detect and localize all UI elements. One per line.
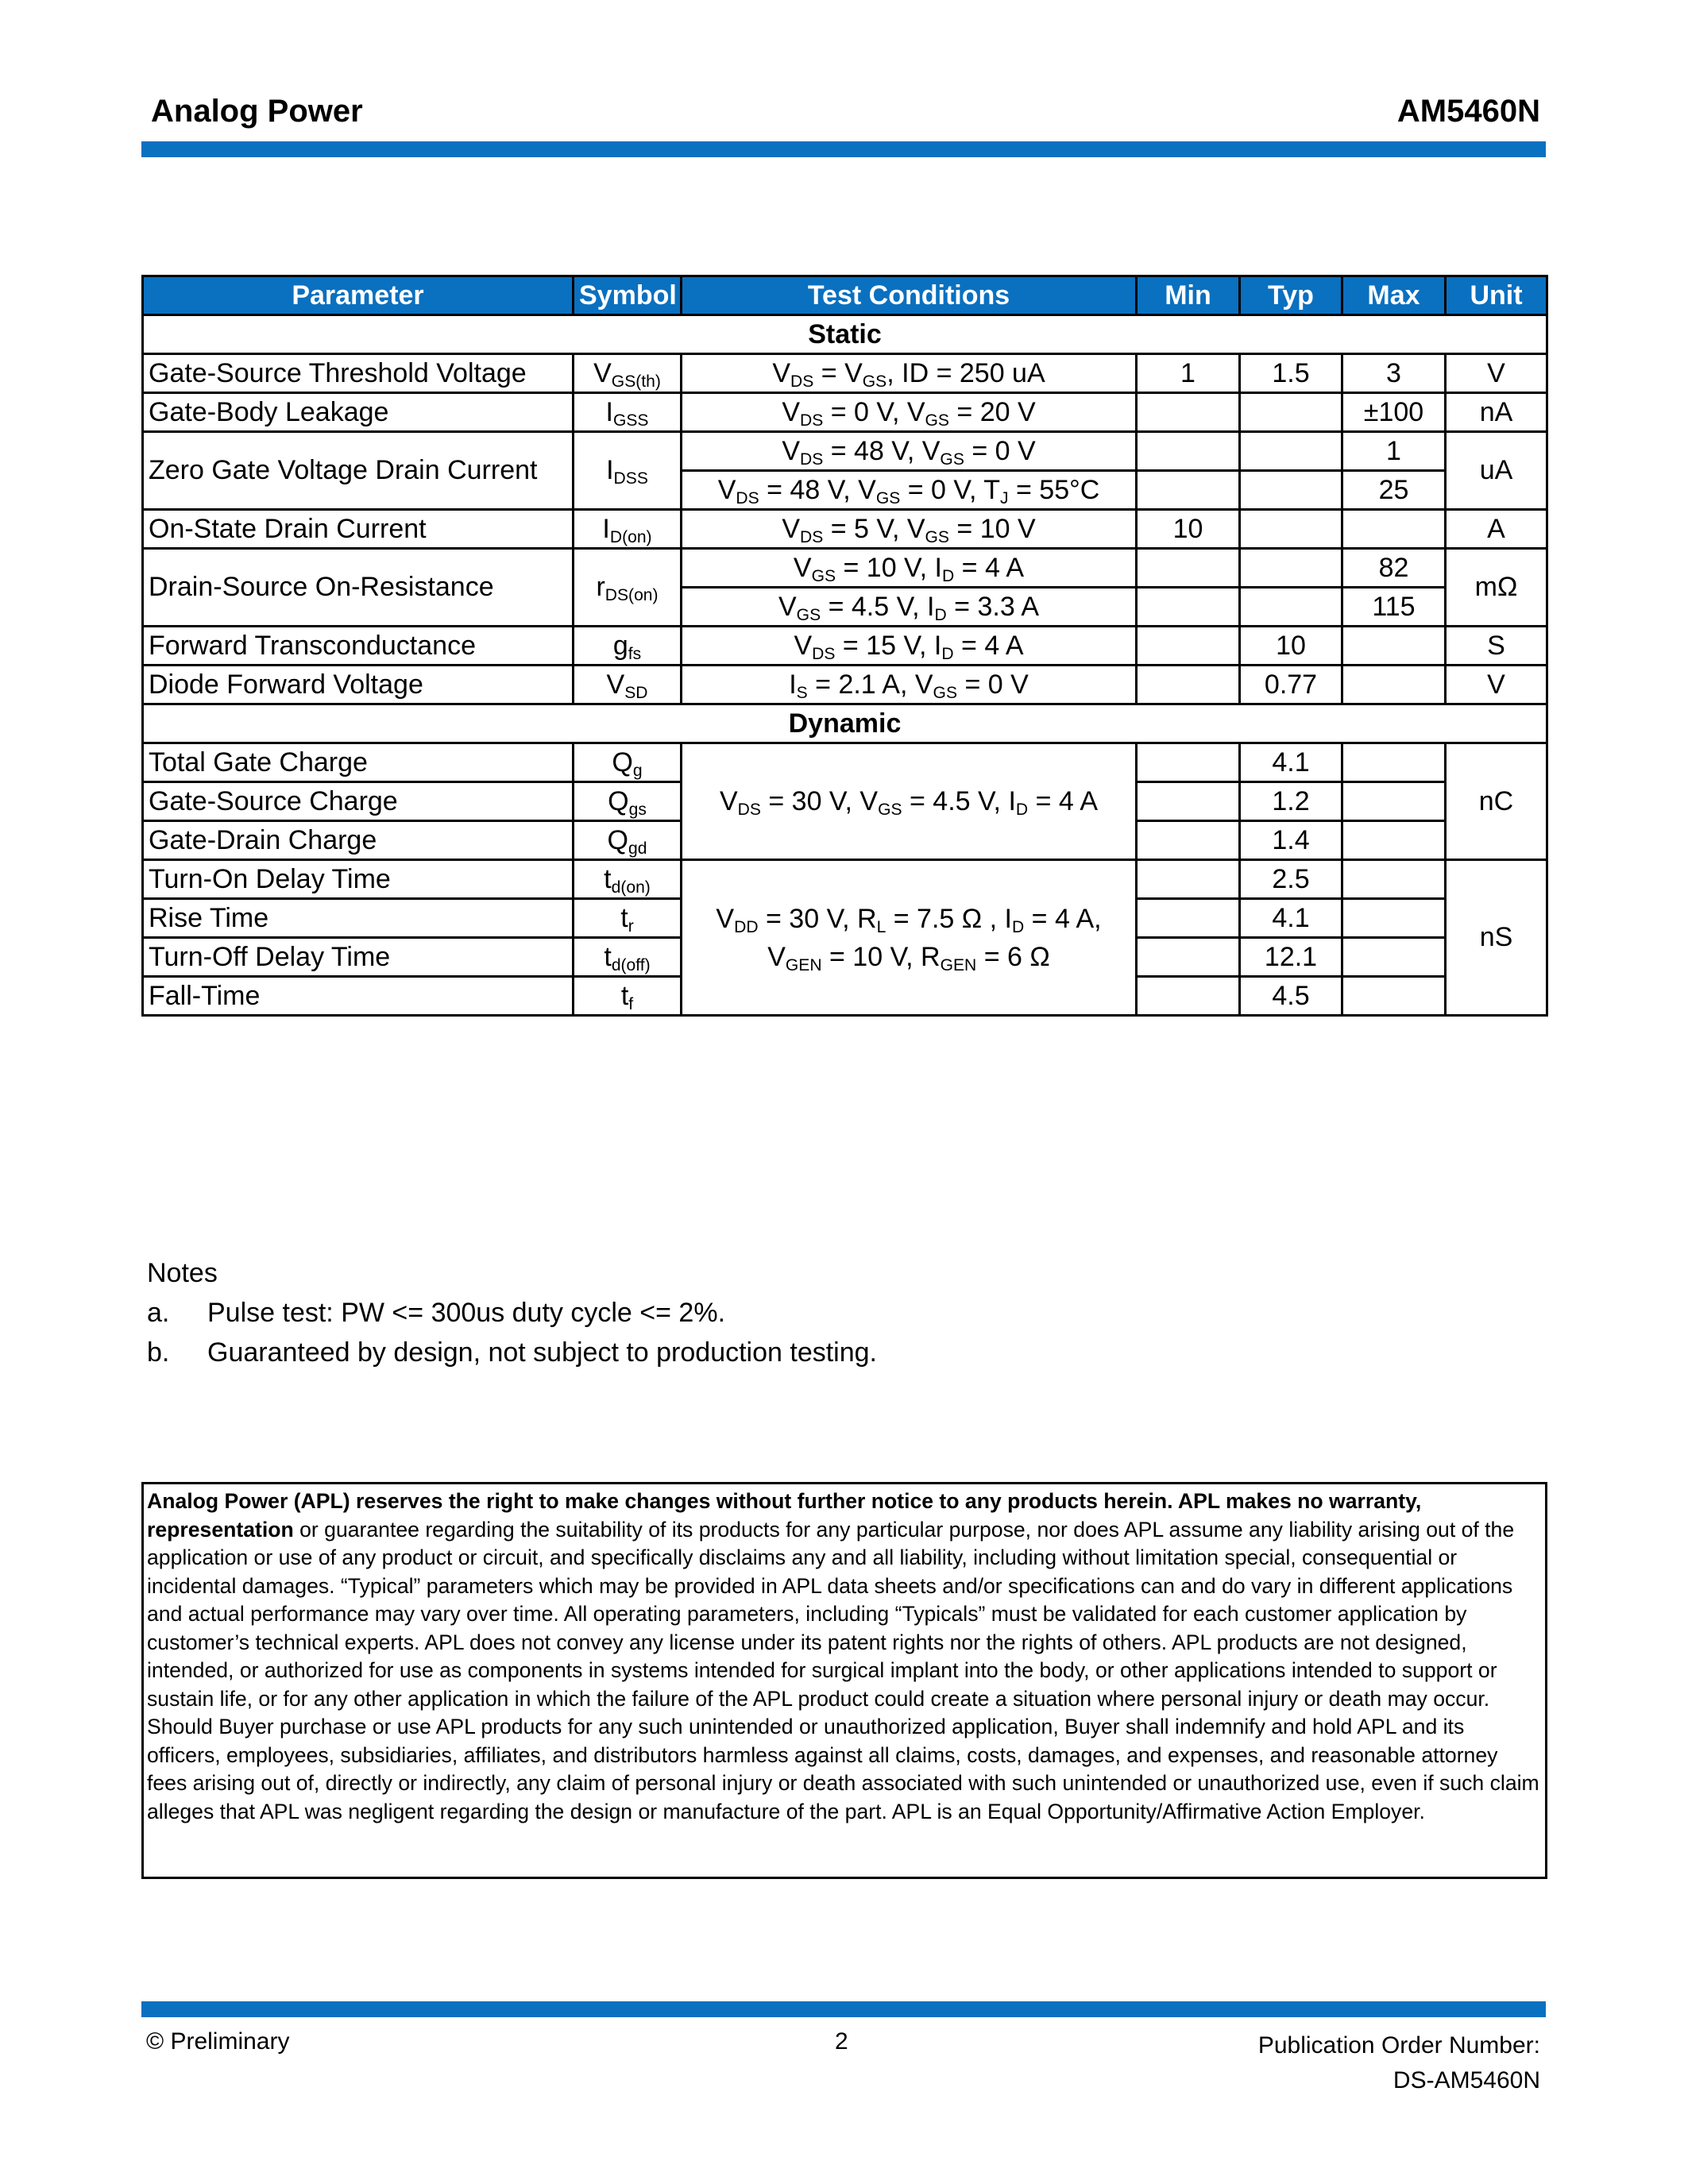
min-value xyxy=(1137,666,1240,704)
footer-copyright: © Preliminary xyxy=(146,2028,290,2055)
section-dynamic-row xyxy=(143,704,1547,743)
test-condition: $V_{GS} = 4.5$ V, $I_D = 3.3$ A xyxy=(682,588,1137,627)
max-value xyxy=(1342,627,1446,666)
page-number: 2 xyxy=(835,2028,848,2055)
test-condition: $V_{GS} = 10$ V, $I_D = 4$ A xyxy=(682,549,1137,588)
table-header-row xyxy=(143,276,1547,315)
test-condition: $V_{DS} = 15$ V, $I_D = 4$ A xyxy=(682,627,1137,666)
section-static: Static xyxy=(143,315,1547,354)
table-row xyxy=(143,393,1547,432)
col-parameter: Parameter xyxy=(143,276,574,315)
test-condition: $V_{DS} = V_{GS}$, ID = 250 uA xyxy=(682,354,1137,393)
typ-value: 4.1 xyxy=(1240,743,1342,782)
param-name: Gate-Source Threshold Voltage xyxy=(143,354,574,393)
symbol: $t_{d(off)}$ xyxy=(574,938,682,977)
notes-title: Notes xyxy=(147,1258,218,1288)
symbol: $t_f$ xyxy=(574,977,682,1016)
typ-value xyxy=(1240,471,1342,510)
note-label: a. xyxy=(147,1298,170,1328)
min-value: 10 xyxy=(1137,510,1240,549)
typ-value: 4.1 xyxy=(1240,899,1342,938)
param-name: Total Gate Charge xyxy=(143,743,574,782)
max-value: ±100 xyxy=(1342,393,1446,432)
typ-value: 0.77 xyxy=(1240,666,1342,704)
min-value xyxy=(1137,471,1240,510)
min-value xyxy=(1137,432,1240,471)
test-condition: $V_{DS} = 48$ V, $V_{GS} = 0$ V, $T_J = 55^\circ C$ xyxy=(682,471,1137,510)
disclaimer-box xyxy=(141,1482,1547,1879)
min-value xyxy=(1137,899,1240,938)
min-value xyxy=(1137,938,1240,977)
table-row xyxy=(143,549,1547,588)
max-value xyxy=(1342,938,1446,977)
col-test-conditions: Test Conditions xyxy=(682,276,1137,315)
min-value xyxy=(1137,860,1240,899)
max-value xyxy=(1342,782,1446,821)
table-row xyxy=(143,860,1547,899)
unit: nS xyxy=(1446,860,1547,1016)
param-name: Turn-On Delay Time xyxy=(143,860,574,899)
table-row xyxy=(143,743,1547,782)
min-value xyxy=(1137,821,1240,860)
table-row xyxy=(143,627,1547,666)
typ-value xyxy=(1240,393,1342,432)
typ-value: 10 xyxy=(1240,627,1342,666)
param-name: Fall-Time xyxy=(143,977,574,1016)
param-name: Gate-Drain Charge xyxy=(143,821,574,860)
symbol: $V_{SD}$ xyxy=(574,666,682,704)
note-text: Guaranteed by design, not subject to production testing. xyxy=(207,1337,877,1368)
param-name: Gate-Source Charge xyxy=(143,782,574,821)
disclaimer-text: or guarantee regarding the suitability of its products for any particular purpose, nor does APL assume any liability arising out of the application or use of any product or circuit, and specifically disclaims any and all liability, including without limitation special, consequential or incidental damages. “Typical” parameters which may be provided in APL data sheets and/or specifications can and do vary in different applications and actual performance may vary over time. All operating parameters, including “Typicals” must be validated for each customer application by customer’s technical experts. APL does not convey any license under its patent rights nor the rights of others. APL products are not designed, intended, or authorized for use as components in systems intended for surgical implant into the body, or other applications intended to support or sustain life, or for any other application in which the failure of the APL product could create a situation where personal injury or death may occur. Should Buyer purchase or use APL products for any such unintended or unauthorized application, Buyer shall indemnify and hold APL and its officers, employees, subsidiaries, affiliates, and distributors harmless against all claims, costs, damages, and expenses, and reasonable attorney fees arising out of, directly or indirectly, any claim of personal injury or death associated with such unintended or unauthorized use, even if such claim alleges that APL was negligent regarding the design or manufacture of the part. APL is an Equal Opportunity/Affirmative Action Employer. xyxy=(147,1517,1539,1823)
typ-value: 4.5 xyxy=(1240,977,1342,1016)
typ-value: 1.4 xyxy=(1240,821,1342,860)
typ-value xyxy=(1240,432,1342,471)
max-value xyxy=(1342,510,1446,549)
unit: uA xyxy=(1446,432,1547,510)
spec-table xyxy=(141,275,1548,1017)
test-condition: $V_{DS} = 0$ V, $V_{GS} = 20$ V xyxy=(682,393,1137,432)
section-static-row xyxy=(143,315,1547,354)
typ-value: 12.1 xyxy=(1240,938,1342,977)
typ-value: 1.2 xyxy=(1240,782,1342,821)
max-value xyxy=(1342,743,1446,782)
unit: nC xyxy=(1446,743,1547,860)
table-row xyxy=(143,354,1547,393)
symbol: $t_r$ xyxy=(574,899,682,938)
disclaimer-bold: Analog Power (APL) reserves the right to make changes without further notice to any products herein. APL makes no warranty, representation xyxy=(147,1489,1422,1542)
note-item xyxy=(147,1333,877,1372)
symbol: $Q_g$ xyxy=(574,743,682,782)
param-name: On-State Drain Current xyxy=(143,510,574,549)
note-label: b. xyxy=(147,1337,170,1368)
min-value xyxy=(1137,549,1240,588)
note-item xyxy=(147,1293,877,1333)
col-typ: Typ xyxy=(1240,276,1342,315)
typ-value: 2.5 xyxy=(1240,860,1342,899)
max-value xyxy=(1342,821,1446,860)
symbol: $V_{GS(th)}$ xyxy=(574,354,682,393)
max-value: 3 xyxy=(1342,354,1446,393)
symbol: $g_{fs}$ xyxy=(574,627,682,666)
param-name: Zero Gate Voltage Drain Current xyxy=(143,432,574,510)
unit: mΩ xyxy=(1446,549,1547,627)
table-row xyxy=(143,510,1547,549)
col-min: Min xyxy=(1137,276,1240,315)
min-value xyxy=(1137,743,1240,782)
max-value xyxy=(1342,666,1446,704)
symbol: $Q_{gd}$ xyxy=(574,821,682,860)
test-condition: $V_{DD} = 30$ V, $R_L = 7.5$ Ω , $I_D = 4$ A, $V_{GEN} = 10$ V, $R_{GEN} = 6$ Ω xyxy=(682,860,1137,1016)
section-dynamic: Dynamic xyxy=(143,704,1547,743)
test-condition: $V_{DS} = 30$ V, $V_{GS} = 4.5$ V, $I_D = 4$ A xyxy=(682,743,1137,860)
footer-rule xyxy=(141,2001,1546,2017)
param-name: Rise Time xyxy=(143,899,574,938)
min-value xyxy=(1137,393,1240,432)
unit: A xyxy=(1446,510,1547,549)
unit: nA xyxy=(1446,393,1547,432)
param-name: Turn-Off Delay Time xyxy=(143,938,574,977)
table-row xyxy=(143,666,1547,704)
company-name: Analog Power xyxy=(151,94,363,129)
test-condition: $V_{DS} = 48$ V, $V_{GS} = 0$ V xyxy=(682,432,1137,471)
symbol: $Q_{gs}$ xyxy=(574,782,682,821)
param-name: Forward Transconductance xyxy=(143,627,574,666)
unit: V xyxy=(1446,354,1547,393)
symbol: $I_{GSS}$ xyxy=(574,393,682,432)
table-row xyxy=(143,432,1547,471)
min-value xyxy=(1137,782,1240,821)
typ-value xyxy=(1240,549,1342,588)
publication-label: Publication Order Number: xyxy=(1257,2032,1540,2059)
param-name: Drain-Source On-Resistance xyxy=(143,549,574,627)
test-condition: $V_{DS} = 5$ V, $V_{GS} = 10$ V xyxy=(682,510,1137,549)
publication-order xyxy=(1258,2028,1540,2098)
col-unit: Unit xyxy=(1446,276,1547,315)
max-value xyxy=(1342,977,1446,1016)
symbol: $r_{DS(on)}$ xyxy=(574,549,682,627)
col-max: Max xyxy=(1342,276,1446,315)
min-value: 1 xyxy=(1137,354,1240,393)
param-name: Gate-Body Leakage xyxy=(143,393,574,432)
max-value: 82 xyxy=(1342,549,1446,588)
symbol: $I_{D(on)}$ xyxy=(574,510,682,549)
min-value xyxy=(1137,588,1240,627)
symbol: $t_{d(on)}$ xyxy=(574,860,682,899)
typ-value xyxy=(1240,510,1342,549)
min-value xyxy=(1137,627,1240,666)
notes-section xyxy=(147,1253,877,1372)
max-value xyxy=(1342,860,1446,899)
note-text: Pulse test: PW <= 300us duty cycle <= 2%. xyxy=(207,1298,726,1328)
unit: V xyxy=(1446,666,1547,704)
unit: S xyxy=(1446,627,1547,666)
min-value xyxy=(1137,977,1240,1016)
test-condition: $I_S = 2.1$ A, $V_{GS} = 0$ V xyxy=(682,666,1137,704)
part-number: AM5460N xyxy=(1396,94,1540,129)
typ-value: 1.5 xyxy=(1240,354,1342,393)
max-value xyxy=(1342,899,1446,938)
col-symbol: Symbol xyxy=(574,276,682,315)
param-name: Diode Forward Voltage xyxy=(143,666,574,704)
max-value: 1 xyxy=(1342,432,1446,471)
publication-number: DS-AM5460N xyxy=(1393,2067,1540,2093)
typ-value xyxy=(1240,588,1342,627)
max-value: 115 xyxy=(1342,588,1446,627)
symbol: $I_{DSS}$ xyxy=(574,432,682,510)
max-value: 25 xyxy=(1342,471,1446,510)
header-rule xyxy=(141,141,1546,157)
